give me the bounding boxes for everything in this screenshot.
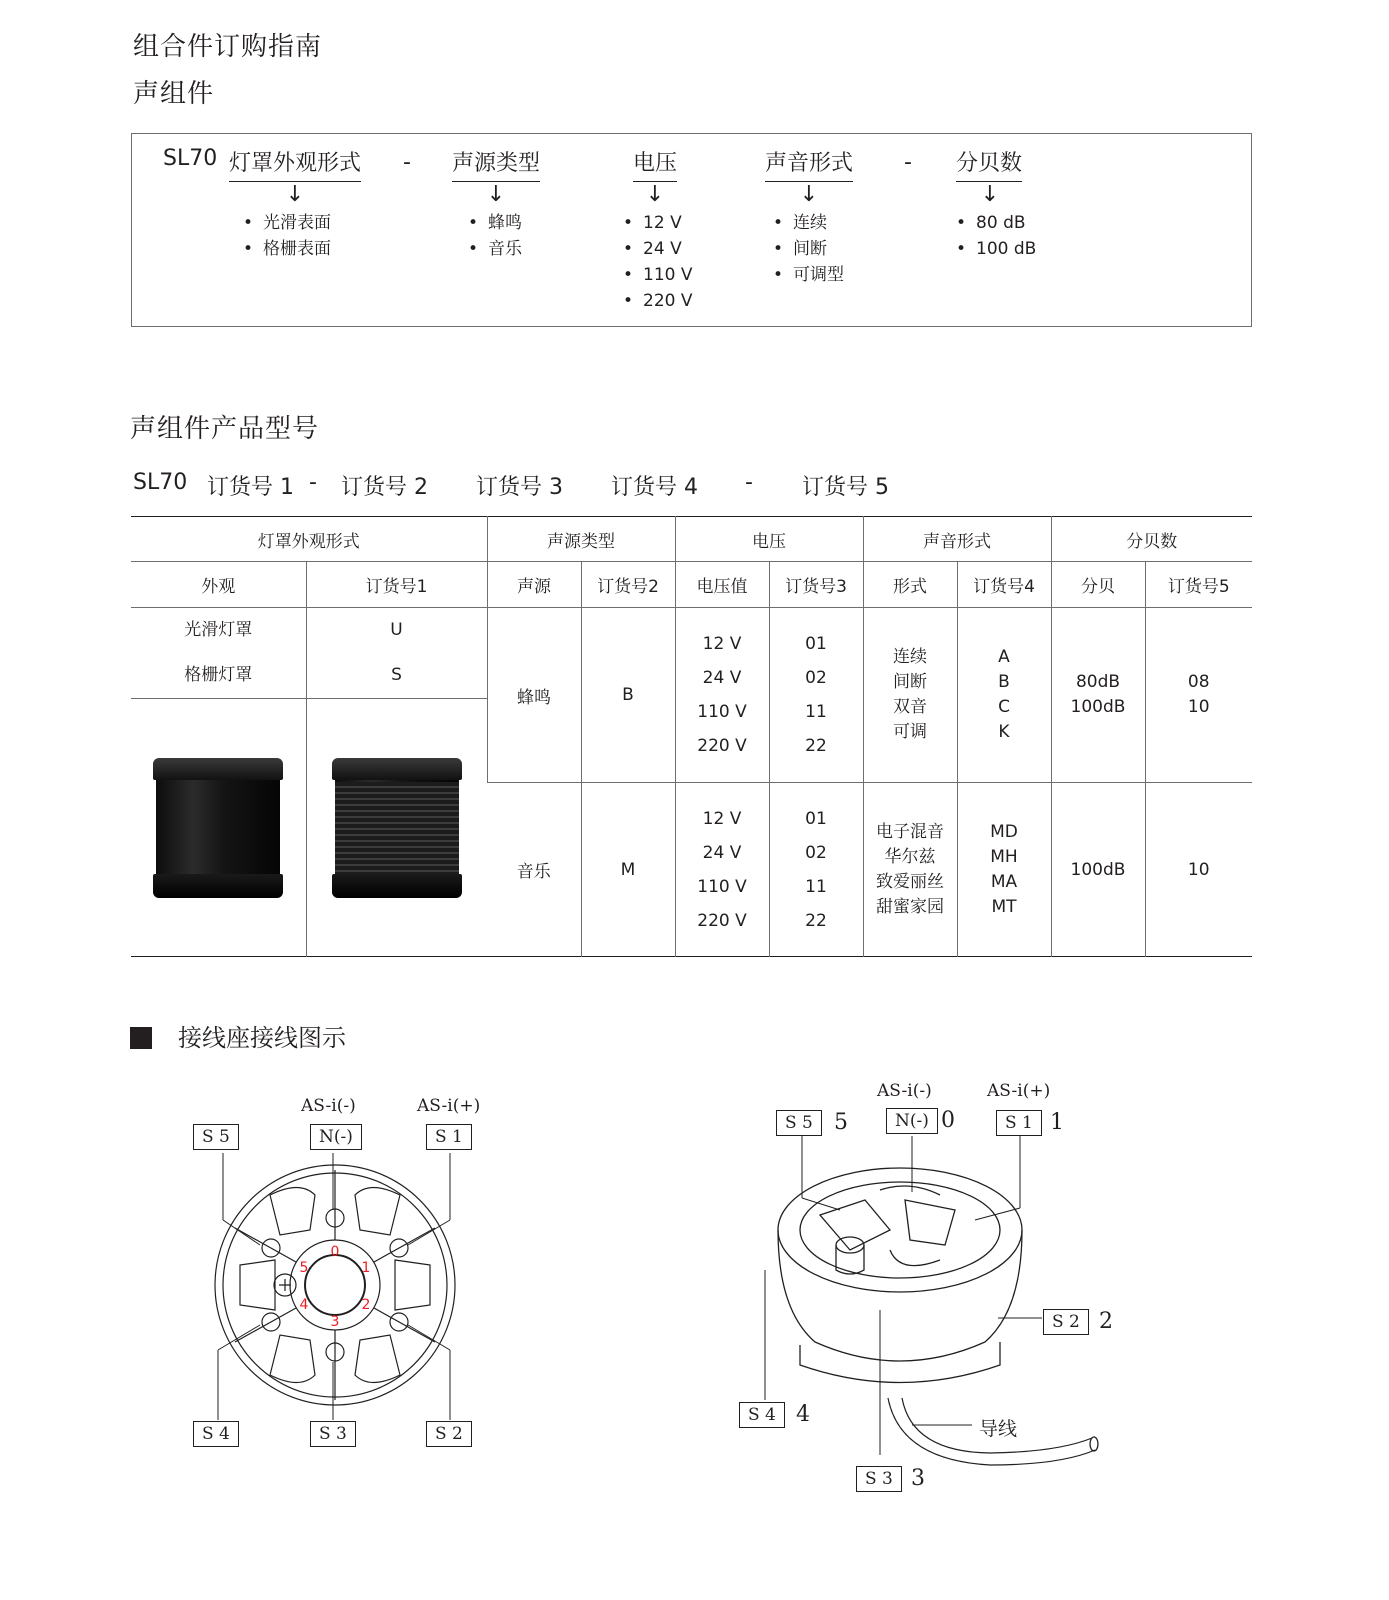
guide-header: 灯罩外观形式 [229, 146, 361, 182]
voltage-value: 220 V [697, 736, 747, 756]
code4-value: K [998, 722, 1010, 742]
guide-item: • 连续 [773, 210, 853, 236]
db-cell: 100dB [1051, 783, 1145, 957]
terminal-number: 4 [299, 1297, 309, 1313]
terminal-number: 0 [330, 1244, 340, 1260]
down-arrow-icon: ↓ [486, 182, 506, 207]
s4-label: S 4 [739, 1402, 785, 1428]
group-header: 分贝数 [1051, 517, 1252, 562]
appearance-code: U [390, 620, 403, 640]
guide-prefix: SL70 [163, 146, 218, 171]
grille-lamp-image [332, 758, 462, 898]
code3-cell [769, 783, 863, 957]
guide-column-source [452, 146, 540, 262]
appearance-codes [306, 608, 487, 699]
voltage-value: 24 V [702, 842, 742, 863]
down-arrow-icon: ↓ [980, 182, 1000, 207]
guide-item: • 220 V [623, 288, 693, 314]
product-table [131, 516, 1252, 957]
code3-value: 02 [805, 842, 827, 863]
group-header: 灯罩外观形式 [257, 531, 360, 552]
s2-label: S 2 [1043, 1309, 1089, 1335]
appearance-code: S [391, 665, 402, 685]
s5-number: 5 [834, 1110, 848, 1135]
db-cell [1051, 608, 1145, 783]
guide-item: • 110 V [623, 262, 693, 288]
voltage-value: 12 V [702, 634, 742, 654]
asi-plus-label: AS-i(+) [987, 1081, 1051, 1101]
s4-label: S 4 [193, 1421, 239, 1447]
s5-label: S 5 [193, 1124, 239, 1150]
code4-value: MH [990, 846, 1018, 867]
s3-label: S 3 [310, 1421, 356, 1447]
guide-dash-2: - [904, 150, 912, 175]
terminal-number: 5 [299, 1260, 309, 1276]
code5-value: 08 [1187, 672, 1210, 692]
n-label: N(-) [886, 1108, 938, 1134]
code3-value: 02 [805, 668, 827, 688]
code3-value: 01 [805, 808, 827, 829]
guide-item: • 格栅表面 [243, 236, 361, 262]
n-label: N(-) [310, 1124, 362, 1150]
group-header: 声源类型 [487, 517, 675, 562]
wire-label: 导线 [979, 1418, 1018, 1440]
voltage-cell [675, 783, 769, 957]
form-cell [863, 783, 957, 957]
guide-item: • 80 dB [956, 210, 1036, 236]
voltage-value: 110 V [697, 702, 747, 722]
column-header: 订货号1 [306, 562, 487, 608]
form-value: 连续 [893, 647, 927, 667]
guide-item: • 光滑表面 [243, 210, 361, 236]
group-header: 声音形式 [863, 517, 1051, 562]
db-value: 80dB [1075, 672, 1121, 692]
guide-item: • 蜂鸣 [468, 210, 540, 236]
guide-column-sound [765, 146, 853, 288]
code4-value: B [998, 672, 1010, 692]
db-value: 100dB [1070, 697, 1126, 717]
form-value: 华尔兹 [884, 846, 936, 867]
guide-dash-1: - [403, 150, 411, 175]
guide-item: • 24 V [623, 236, 693, 262]
smooth-lamp-image [153, 758, 283, 898]
guide-column-decibel [956, 146, 1036, 262]
form-value: 可调 [893, 722, 927, 742]
section-subtitle: 声组件 [133, 79, 215, 109]
code3-value: 22 [805, 736, 827, 756]
s5-label: S 5 [776, 1110, 822, 1136]
code4-value: A [998, 647, 1010, 667]
order-code-5: 订货号 5 [802, 475, 889, 500]
code4-value: MA [990, 871, 1018, 892]
order-code-4: 订货号 4 [611, 475, 698, 500]
column-header: 订货号5 [1145, 562, 1252, 608]
wiring-section-title [130, 1018, 346, 1053]
form-value: 电子混音 [876, 821, 944, 842]
guide-header: 声音形式 [765, 146, 853, 182]
appearance-name: 光滑灯罩 [184, 620, 253, 640]
s3-number: 3 [911, 1466, 925, 1491]
appearance-names [131, 608, 306, 699]
code3-value: 11 [805, 876, 827, 897]
guide-item: • 间断 [773, 236, 853, 262]
order-dash-2: - [745, 470, 753, 495]
order-prefix: SL70 [133, 470, 188, 495]
guide-item: • 可调型 [773, 262, 853, 288]
form-value: 双音 [893, 697, 927, 717]
column-header: 电压值 [675, 562, 769, 608]
down-arrow-icon: ↓ [645, 182, 665, 207]
smooth-shade-photo [131, 699, 306, 957]
code2-cell: M [581, 783, 675, 957]
order-code-3: 订货号 3 [476, 475, 563, 500]
form-value: 甜蜜家园 [876, 896, 944, 917]
order-code-2: 订货号 2 [341, 475, 428, 500]
code4-value: C [998, 697, 1010, 717]
guide-item: • 100 dB [956, 236, 1036, 262]
source-cell: 蜂鸣 [487, 608, 581, 783]
ordering-guide-box [131, 133, 1252, 327]
products-title: 声组件产品型号 [130, 414, 320, 444]
code5-value: 10 [1187, 697, 1210, 717]
voltage-cell [675, 608, 769, 783]
terminal-perspective-diagram [740, 1080, 1160, 1510]
code5-cell: 10 [1145, 783, 1252, 957]
column-header: 形式 [863, 562, 957, 608]
code4-value: MD [990, 821, 1018, 842]
form-value: 致爱丽丝 [876, 871, 944, 892]
form-cell [863, 608, 957, 783]
square-bullet-icon [130, 1027, 152, 1049]
guide-item: • 音乐 [468, 236, 540, 262]
column-header: 订货号2 [581, 562, 675, 608]
column-header: 外观 [131, 562, 306, 608]
guide-column-voltage [623, 146, 693, 314]
voltage-value: 220 V [697, 910, 747, 931]
code4-cell [957, 783, 1051, 957]
code3-value: 01 [805, 634, 827, 654]
terminal-number: 1 [361, 1260, 371, 1276]
down-arrow-icon: ↓ [285, 182, 305, 207]
source-cell: 音乐 [487, 783, 581, 957]
guide-header: 电压 [633, 146, 677, 182]
s2-label: S 2 [426, 1421, 472, 1447]
column-header: 分贝 [1051, 562, 1145, 608]
form-value: 间断 [893, 672, 927, 692]
code3-cell [769, 608, 863, 783]
wiring-title-text: 接线座接线图示 [178, 1024, 346, 1052]
s1-label: S 1 [996, 1110, 1042, 1136]
voltage-value: 24 V [702, 668, 742, 688]
grille-shade-photo [306, 699, 487, 957]
s2-number: 2 [1099, 1309, 1113, 1334]
asi-minus-label: AS-i(-) [301, 1096, 356, 1116]
s1-label: S 1 [426, 1124, 472, 1150]
terminal-number: 2 [361, 1297, 371, 1313]
asi-plus-label: AS-i(+) [417, 1096, 481, 1116]
group-header: 电压 [675, 517, 863, 562]
code3-value: 11 [805, 702, 827, 722]
guide-header: 分贝数 [956, 146, 1022, 182]
s3-label: S 3 [856, 1466, 902, 1492]
down-arrow-icon: ↓ [799, 182, 819, 207]
order-dash-1: - [309, 470, 317, 495]
code3-value: 22 [805, 910, 827, 931]
code4-cell [957, 608, 1051, 783]
column-header: 订货号3 [769, 562, 863, 608]
code4-value: MT [991, 896, 1017, 917]
page-title: 组合件订购指南 [133, 32, 323, 62]
guide-item: • 12 V [623, 210, 693, 236]
column-header: 声源 [487, 562, 581, 608]
code5-cell [1145, 608, 1252, 783]
guide-column-shade [229, 146, 361, 262]
guide-header: 声源类型 [452, 146, 540, 182]
order-code-1: 订货号 1 [207, 475, 294, 500]
voltage-value: 110 V [697, 876, 747, 897]
s4-number: 4 [796, 1402, 810, 1427]
voltage-value: 12 V [702, 808, 742, 829]
appearance-name: 格栅灯罩 [184, 665, 253, 685]
n-number: 0 [941, 1108, 955, 1133]
asi-minus-label: AS-i(-) [877, 1081, 932, 1101]
terminal-number: 3 [330, 1314, 340, 1330]
code2-cell: B [581, 608, 675, 783]
s1-number: 1 [1050, 1110, 1064, 1135]
column-header: 订货号4 [957, 562, 1051, 608]
